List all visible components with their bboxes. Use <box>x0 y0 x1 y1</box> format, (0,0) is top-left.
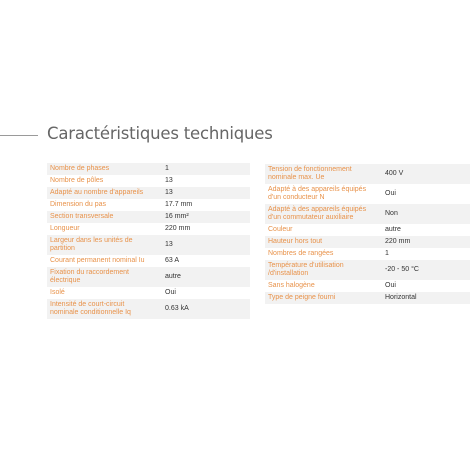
spec-value: 17.7 mm <box>165 201 193 208</box>
spec-value: 13 <box>165 177 173 184</box>
spec-row <box>265 224 470 236</box>
spec-label: Intensité de court-circuit nominale conditionnelle Iq <box>50 301 131 316</box>
spec-row <box>47 199 250 211</box>
spec-label: Adapté à des appareils équipés d'un commutateur auxiliaire <box>268 206 367 221</box>
spec-value: Oui <box>385 282 396 289</box>
spec-label: Sans halogène <box>268 282 315 289</box>
spec-row <box>265 280 470 292</box>
spec-row <box>47 287 250 299</box>
spec-value: Oui <box>385 190 396 197</box>
spec-label: Tension de fonctionnement nominale max. Ue <box>268 166 352 181</box>
spec-value: autre <box>165 273 181 280</box>
spec-row <box>47 223 250 235</box>
spec-value: 220 mm <box>385 238 411 245</box>
spec-label: Nombre de pôles <box>50 177 104 184</box>
spec-row <box>47 299 250 319</box>
spec-label: Nombre de phases <box>50 165 110 172</box>
spec-value: 1 <box>165 165 169 172</box>
spec-value: 16 mm² <box>165 213 189 220</box>
spec-label: Type de peigne fourni <box>268 294 336 301</box>
spec-row <box>47 211 250 223</box>
spec-label: Adapté à des appareils équipés d'un conducteur N <box>268 186 367 201</box>
spec-label: Hauteur hors tout <box>268 238 323 245</box>
spec-label: Couleur <box>268 226 293 233</box>
page-title: Caractéristiques techniques <box>47 124 273 143</box>
spec-value: autre <box>385 226 401 233</box>
spec-value: 13 <box>165 241 173 248</box>
spec-label: Longueur <box>50 225 80 232</box>
spec-label: Température d'utilisation /d'installation <box>268 262 344 277</box>
spec-label: Nombres de rangées <box>268 250 334 257</box>
spec-label: Dimension du pas <box>50 201 107 208</box>
decorative-rule <box>0 135 38 136</box>
spec-value: 1 <box>385 250 389 257</box>
spec-value: Horizontal <box>385 294 417 301</box>
spec-table-left <box>47 163 250 319</box>
spec-value: 13 <box>165 189 173 196</box>
spec-row <box>47 267 250 287</box>
spec-value: Oui <box>165 289 176 296</box>
spec-row <box>265 184 470 204</box>
spec-row <box>47 175 250 187</box>
spec-row <box>47 163 250 175</box>
spec-row <box>265 260 470 280</box>
spec-label: Section transversale <box>50 213 114 220</box>
spec-value: 220 mm <box>165 225 191 232</box>
spec-value: 400 V <box>385 170 404 177</box>
spec-label: Adapté au nombre d'appareils <box>50 189 144 196</box>
spec-row <box>265 248 470 260</box>
spec-value: 63 A <box>165 257 180 264</box>
spec-value: Non <box>385 210 398 217</box>
spec-label: Isolé <box>50 289 65 296</box>
spec-label: Largeur dans les unités de partition <box>50 237 133 252</box>
spec-value: -20 - 50 °C <box>385 266 419 273</box>
spec-label: Courant permanent nominal Iu <box>50 257 145 264</box>
spec-row <box>47 187 250 199</box>
spec-row <box>265 236 470 248</box>
spec-table-right <box>265 164 470 304</box>
spec-value: 0.63 kA <box>165 305 189 312</box>
spec-row <box>265 292 470 304</box>
spec-row <box>265 204 470 224</box>
spec-row <box>47 235 250 255</box>
spec-row <box>47 255 250 267</box>
spec-label: Fixation du raccordement électrique <box>50 269 129 284</box>
spec-row <box>265 164 470 184</box>
